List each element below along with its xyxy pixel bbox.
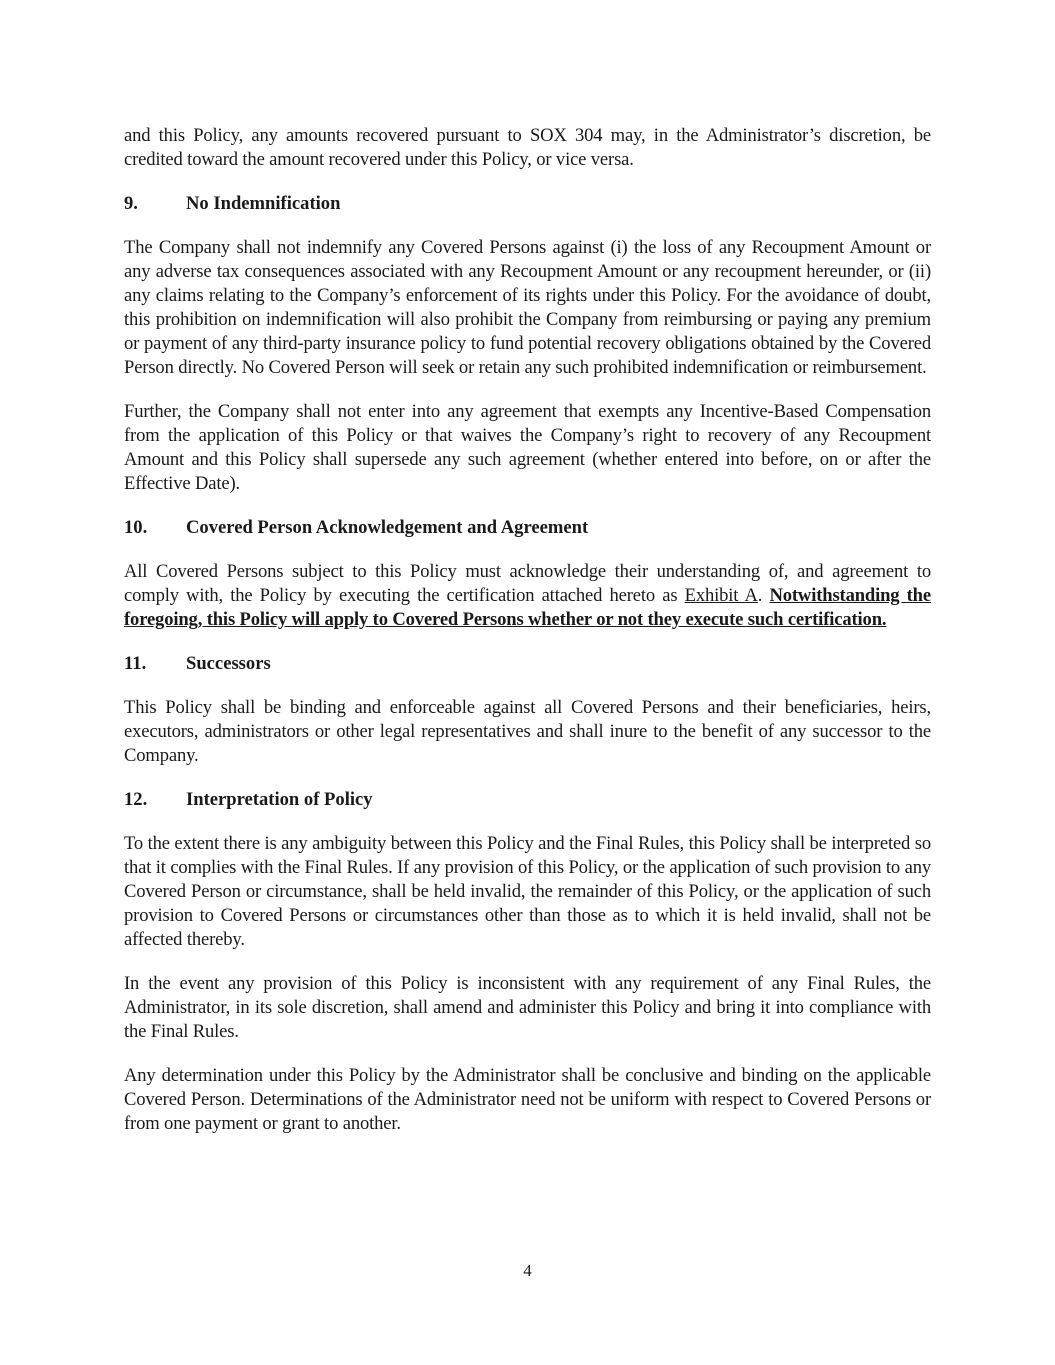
section-title: Interpretation of Policy	[186, 789, 373, 810]
section-11-paragraph: This Policy shall be binding and enforceable against all Covered Persons and their beneficiaries, heirs, executors, administrators or other legal representatives and shall inure to the benefit of any successor to the Company.	[124, 697, 931, 766]
paragraph-text: .	[757, 585, 770, 606]
paragraph-text: All Covered Persons subject to this Policy must acknowledge their understanding of, and agreement to comply with, the Policy by executing the certification attached hereto as	[124, 561, 931, 606]
emphasis-text: Notwithstanding the foregoing, this Policy will apply to Covered Persons whether or not they execute such certification.	[124, 585, 931, 630]
section-10-paragraph	[124, 560, 931, 632]
section-title: Covered Person Acknowledgement and Agreement	[186, 517, 589, 538]
section-12-paragraph-2: In the event any provision of this Policy is inconsistent with any requirement of any Final Rules, the Administrator, in its sole discretion, shall amend and administer this Policy and bring it into compliance with the Final Rules.	[124, 973, 931, 1042]
section-heading-10	[124, 516, 931, 540]
section-number: 12.	[124, 789, 148, 810]
section-9-paragraph-1: The Company shall not indemnify any Covered Persons against (i) the loss of any Recoupment Amount or any adverse tax consequences associated with any Recoupment Amount or any recoupment hereunder, or (ii) any claims relating to the Company’s enforcement of its rights under this Policy. For the avoidance of doubt, this prohibition on indemnification will also prohibit the Company from reimbursing or paying any premium or payment of any third-party insurance policy to fund potential recovery obligations obtained by the Covered Person directly. No Covered Person will seek or retain any such prohibited indemnification or reimbursement.	[124, 237, 931, 378]
section-title: Successors	[186, 653, 271, 674]
section-heading-9	[124, 192, 931, 216]
document-page	[124, 124, 931, 1156]
section-title: No Indemnification	[186, 193, 341, 214]
section-number: 9.	[124, 193, 138, 214]
section-12-paragraph-1: To the extent there is any ambiguity between this Policy and the Final Rules, this Policy shall be interpreted so that it complies with the Final Rules. If any provision of this Policy, or the application of such provision to any Covered Person or circumstance, shall be held invalid, the remainder of this Policy, or the application of such provision to Covered Persons or circumstances other than those as to which it is held invalid, shall not be affected thereby.	[124, 833, 931, 950]
section-number: 11.	[124, 653, 147, 674]
section-heading-12	[124, 788, 931, 812]
section-number: 10.	[124, 517, 148, 538]
section-heading-11	[124, 652, 931, 676]
page-number: 4	[523, 1261, 532, 1280]
exhibit-a-link[interactable]: Exhibit A	[684, 585, 758, 606]
section-9-paragraph-2: Further, the Company shall not enter into any agreement that exempts any Incentive-Based Compensation from the application of this Policy or that waives the Company’s right to recovery of any Recoupment Amount and this Policy shall supersede any such agreement (whether entered into before, on or after the Effective Date).	[124, 401, 931, 494]
section-12-paragraph-3: Any determination under this Policy by the Administrator shall be conclusive and binding on the applicable Covered Person. Determinations of the Administrator need not be uniform with respect to Covered Persons or from one payment or grant to another.	[124, 1065, 931, 1134]
continuation-paragraph: and this Policy, any amounts recovered pursuant to SOX 304 may, in the Administrator’s discretion, be credited toward the amount recovered under this Policy, or vice versa.	[124, 125, 931, 170]
